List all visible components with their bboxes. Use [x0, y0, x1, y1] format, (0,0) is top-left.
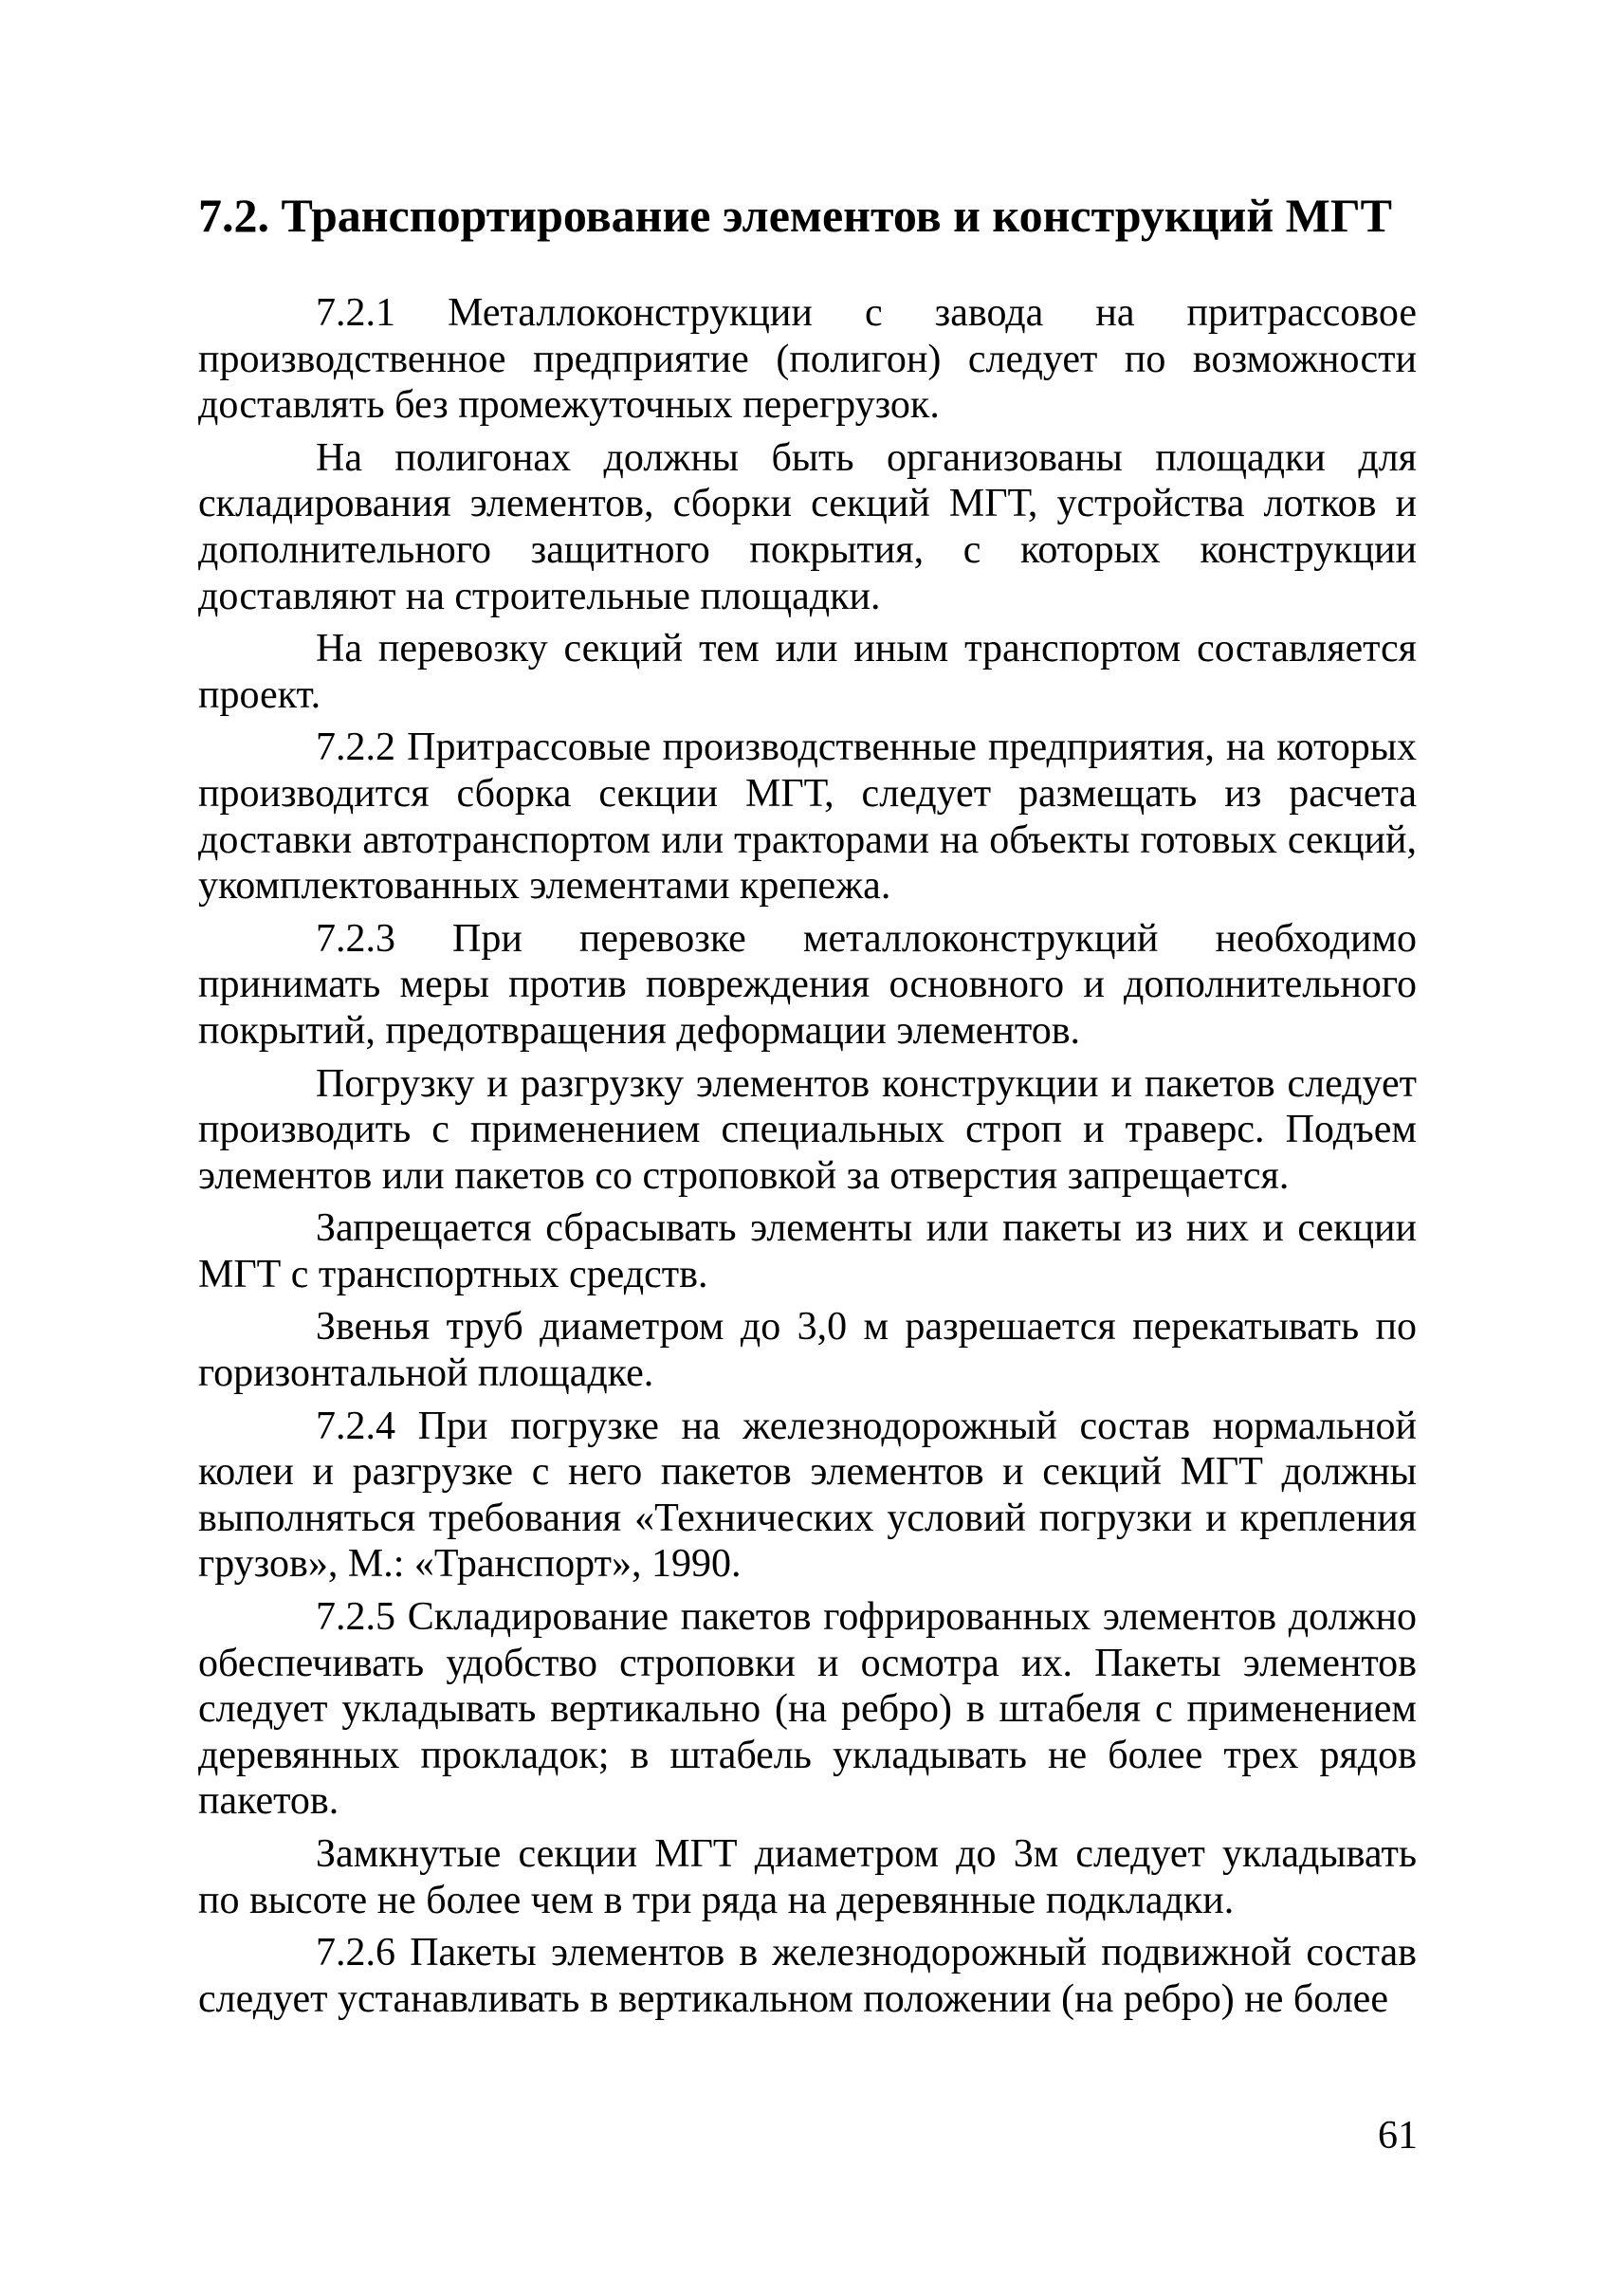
paragraph-7-2-3: 7.2.3 При перевозке металлоконструкций необходимо принимать меры против повреждения основного и дополнительного покрытий, предотвращения деформации элементов. [198, 916, 1417, 1053]
paragraph-7-2-5: 7.2.5 Складирование пакетов гофрированных элементов должно обеспечивать удобство строповки и осмотра их. Пакеты элементов следует укладывать вертикально (на ребро) в штабеля с применением деревянных прокладок; в штабель укладывать не более трех рядов пакетов. [198, 1595, 1417, 1824]
paragraph-pipe-rolling: Звенья труб диаметром до 3,0 м разрешается перекатывать по горизонтальной площадке. [198, 1305, 1417, 1396]
paragraph-7-2-1: 7.2.1 Металлоконструкции с завода на притрассовое производственное предприятие (полигон) следует по возможности доставлять без промежуточных перегрузок. [198, 291, 1417, 428]
paragraph-7-2-6: 7.2.6 Пакеты элементов в железнодорожный подвижной состав следует устанавливать в вертикальном положении (на ребро) не более [198, 1931, 1417, 2021]
paragraph-polygons: На полигонах должны быть организованы площадки для складирования элементов, сборки секций МГТ, устройства лотков и дополнительного защитного покрытия, с которых конструкции доставляют на строительные площадки. [198, 435, 1417, 618]
paragraph-loading-unloading: Погрузку и разгрузку элементов конструкции и пакетов следует производить с применением специальных строп и траверс. Подъем элементов или пакетов со строповкой за отверстия запрещается. [198, 1061, 1417, 1198]
paragraph-closed-sections: Замкнутые секции МГТ диаметром до 3м следует укладывать по высоте не более чем в три ряда на деревянные подкладки. [198, 1832, 1417, 1922]
paragraph-transport-project: На перевозку секций тем или иным транспортом составляется проект. [198, 627, 1417, 717]
paragraph-7-2-4: 7.2.4 При погрузке на железнодорожный состав нормальной колеи и разгрузке с него пакетов элементов и секций МГТ должны выполняться требования «Технических условий погрузки и крепления грузов», М.: «Транспорт», 1990. [198, 1404, 1417, 1587]
paragraph-dropping-prohibited: Запрещается сбрасывать элементы или пакеты из них и секции МГТ с транспортных средств. [198, 1206, 1417, 1296]
page-number: 61 [1378, 2114, 1418, 2158]
document-body [198, 290, 1417, 2029]
paragraph-7-2-2: 7.2.2 Притрассовые производственные предприятия, на которых производится сборка секции МГТ, следует размещать из расчета доставки автотранспортом или тракторами на объекты готовых секций, укомплектованных элементами крепежа. [198, 726, 1417, 909]
section-title: 7.2. Транспортирование элементов и конструкций МГТ [198, 189, 1392, 242]
